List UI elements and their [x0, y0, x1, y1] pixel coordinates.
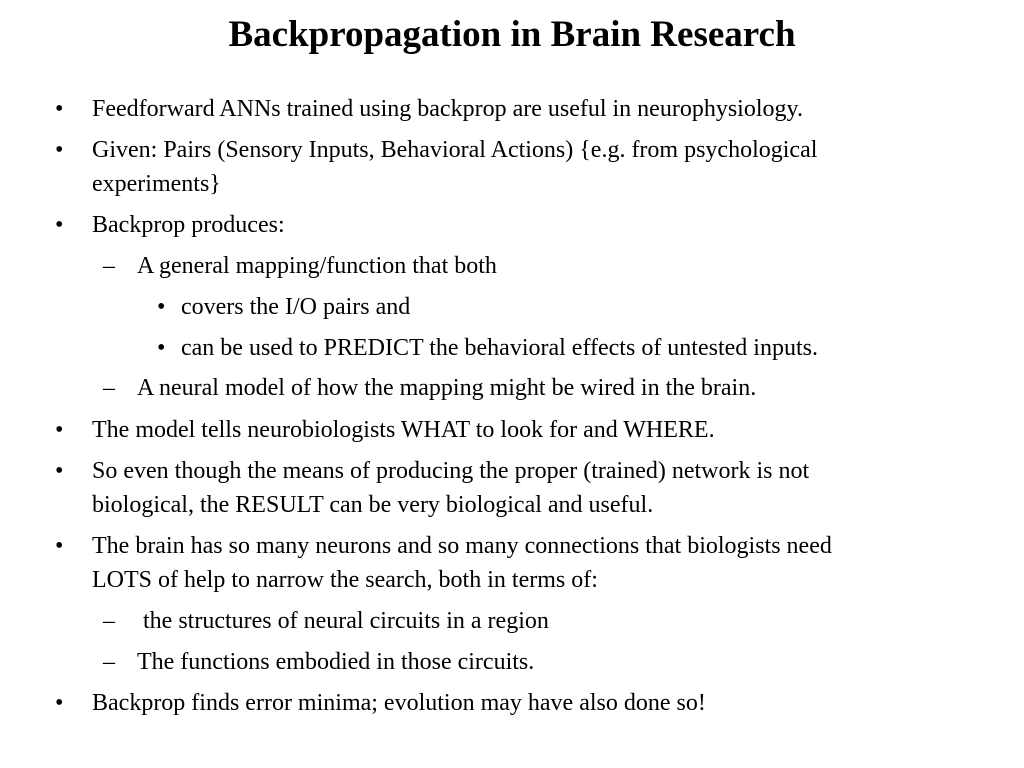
bullet-marker: • [55, 690, 64, 716]
bullet-5-text-line-1: So even though the means of producing the proper (trained) network is not [92, 458, 810, 484]
bullet-marker: • [55, 533, 64, 559]
bullet-marker: • [55, 417, 64, 443]
bullet-6-sub-1-text: the structures of neural circuits in a region [137, 608, 549, 634]
dash-marker: – [103, 608, 115, 634]
bullet-3-sub-1-text: A general mapping/function that both [137, 253, 497, 279]
bullet-6-text-line-1: The brain has so many neurons and so many connections that biologists need [92, 533, 832, 559]
bullet-2-text-line-2: experiments} [92, 171, 221, 197]
bullet-4-text: The model tells neurobiologists WHAT to look for and WHERE. [92, 417, 715, 443]
dash-marker: – [103, 375, 115, 401]
bullet-7-text: Backprop finds error minima; evolution may have also done so! [92, 690, 706, 716]
bullet-marker: • [157, 335, 166, 361]
bullet-5-text-line-2: biological, the RESULT can be very biological and useful. [92, 492, 654, 518]
bullet-2-text-line-1: Given: Pairs (Sensory Inputs, Behavioral Actions) {e.g. from psychological [92, 137, 818, 163]
bullet-marker: • [55, 458, 64, 484]
dash-marker: – [103, 649, 115, 675]
bullet-marker: • [55, 212, 64, 238]
bullet-marker: • [157, 294, 166, 320]
bullet-marker: • [55, 96, 64, 122]
bullet-6-text-line-2: LOTS of help to narrow the search, both in terms of: [92, 567, 598, 593]
dash-marker: – [103, 253, 115, 279]
bullet-3-sub-2-text: A neural model of how the mapping might be wired in the brain. [137, 375, 757, 401]
bullet-3-sub-1-item-1-text: covers the I/O pairs and [181, 294, 411, 320]
slide-title: Backpropagation in Brain Research [228, 14, 796, 55]
bullet-1-text: Feedforward ANNs trained using backprop are useful in neurophysiology. [92, 96, 803, 122]
bullet-marker: • [55, 137, 64, 163]
bullet-3-sub-1-item-2-text: can be used to PREDICT the behavioral effects of untested inputs. [181, 335, 818, 361]
bullet-6-sub-2-text: The functions embodied in those circuits. [137, 649, 535, 675]
bullet-3-text: Backprop produces: [92, 212, 285, 238]
